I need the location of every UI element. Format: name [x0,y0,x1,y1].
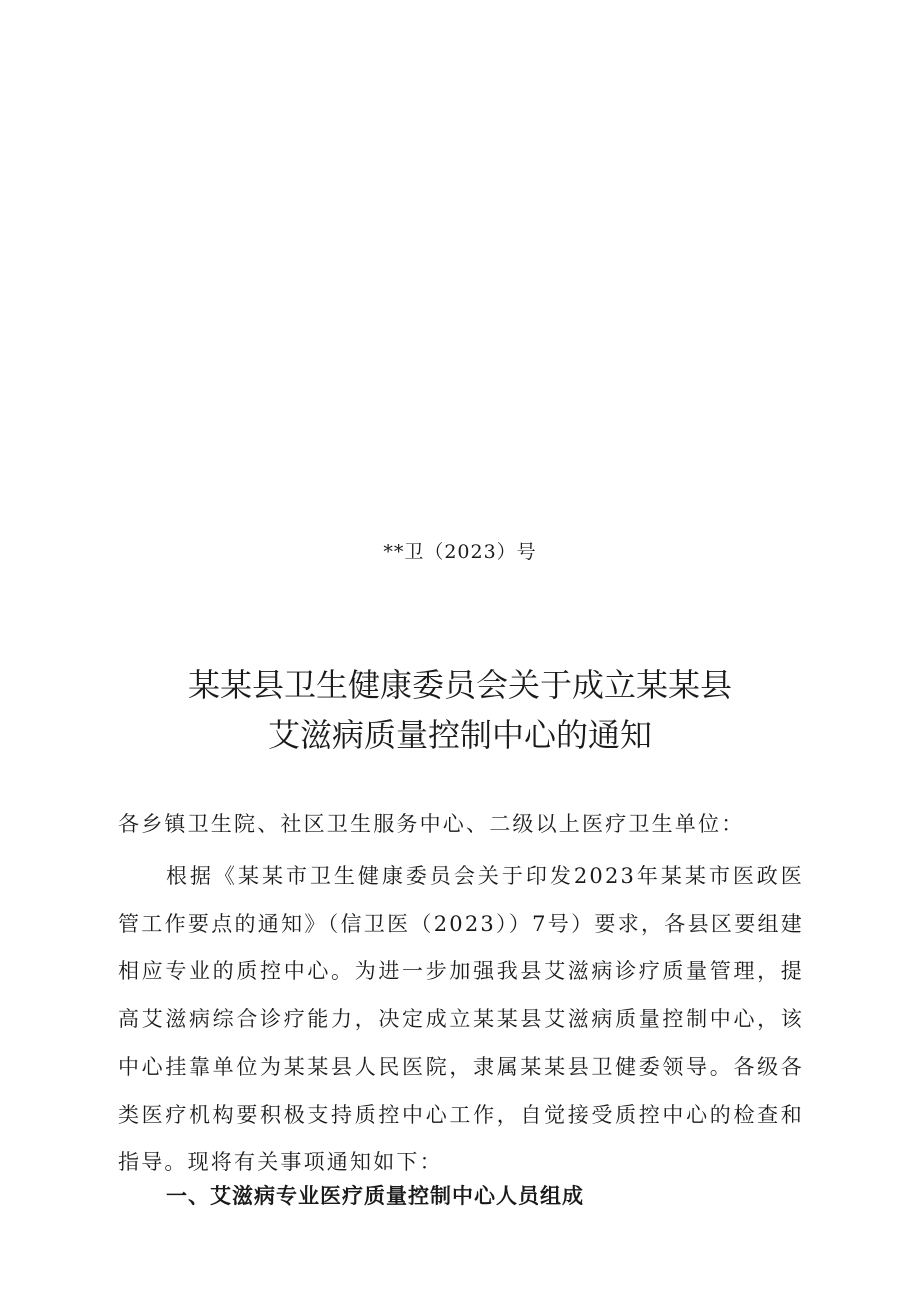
section-heading: 一、艾滋病专业医疗质量控制中心人员组成 [166,1184,584,1208]
document-title [0,660,920,760]
document-number: **卫（2023）号 [383,541,537,563]
title-line-2: 艾滋病质量控制中心的通知 [267,716,652,754]
title-line-1: 某某县卫生健康委员会关于成立某某县 [187,666,732,704]
body-paragraph: 根据《某某市卫生健康委员会关于印发2023年某某市医政医管工作要点的通知》（信卫医（2023））7号）要求，各县区要组建相应专业的质控中心。为进一步加强我县艾滋病诊疗质量管理，提高艾滋病综合诊疗能力，决定成立某某县艾滋病质量控制中心，该中心挂靠单位为某某县人民医院，隶属某某县卫健委领导。各级各类医疗机构要积极支持质控中心工作，自觉接受质控中心的检查和指导。现将有关事项通知如下： [118,864,804,1175]
salutation: 各乡镇卫生院、社区卫生服务中心、二级以上医疗卫生单位： [118,812,745,836]
